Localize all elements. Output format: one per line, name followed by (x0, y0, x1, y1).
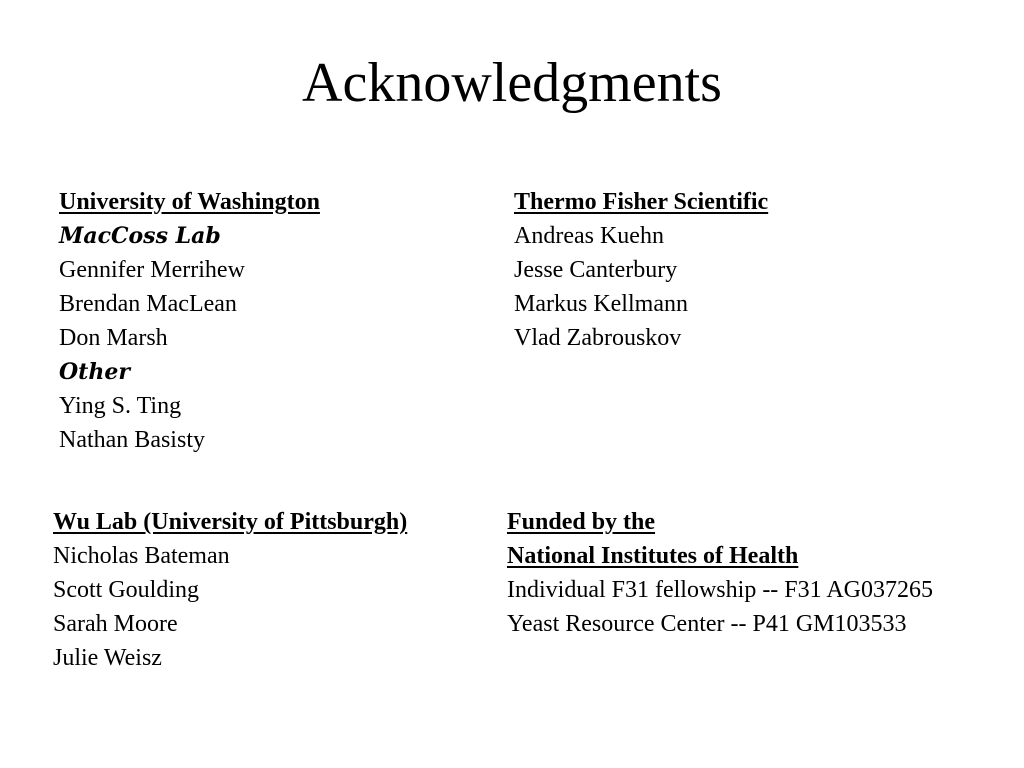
other-label: Other (59, 359, 130, 385)
maccoss-lab-label: MacCoss Lab (59, 223, 221, 249)
slide-title: Acknowledgments (302, 52, 722, 114)
funding-grant: Individual F31 fellowship -- F31 AG037265 (507, 577, 933, 603)
thermo-member: Andreas Kuehn (514, 223, 664, 249)
thermo-section (514, 185, 768, 355)
maccoss-member: Brendan MacLean (59, 291, 237, 317)
wu-lab-section (53, 505, 407, 675)
thermo-heading: Thermo Fisher Scientific (514, 189, 769, 215)
other-member: Nathan Basisty (59, 427, 205, 453)
funding-heading-line1: Funded by the (507, 509, 656, 535)
wu-lab-member: Sarah Moore (53, 611, 178, 637)
thermo-member: Markus Kellmann (514, 291, 688, 317)
thermo-member: Vlad Zabrouskov (514, 325, 682, 351)
wu-lab-heading: Wu Lab (University of Pittsburgh) (53, 509, 408, 535)
wu-lab-member: Nicholas Bateman (53, 543, 230, 569)
other-member: Ying S. Ting (59, 393, 182, 419)
thermo-member: Jesse Canterbury (514, 257, 678, 283)
maccoss-member: Gennifer Merrihew (59, 257, 245, 283)
funding-grant: Yeast Resource Center -- P41 GM103533 (507, 611, 907, 637)
uw-heading: University of Washington (59, 189, 320, 215)
funding-section (507, 505, 933, 641)
wu-lab-member: Julie Weisz (53, 645, 162, 671)
wu-lab-member: Scott Goulding (53, 577, 200, 603)
funding-heading-line2: National Institutes of Health (507, 543, 799, 569)
uw-section (59, 185, 320, 457)
maccoss-member: Don Marsh (59, 325, 168, 351)
